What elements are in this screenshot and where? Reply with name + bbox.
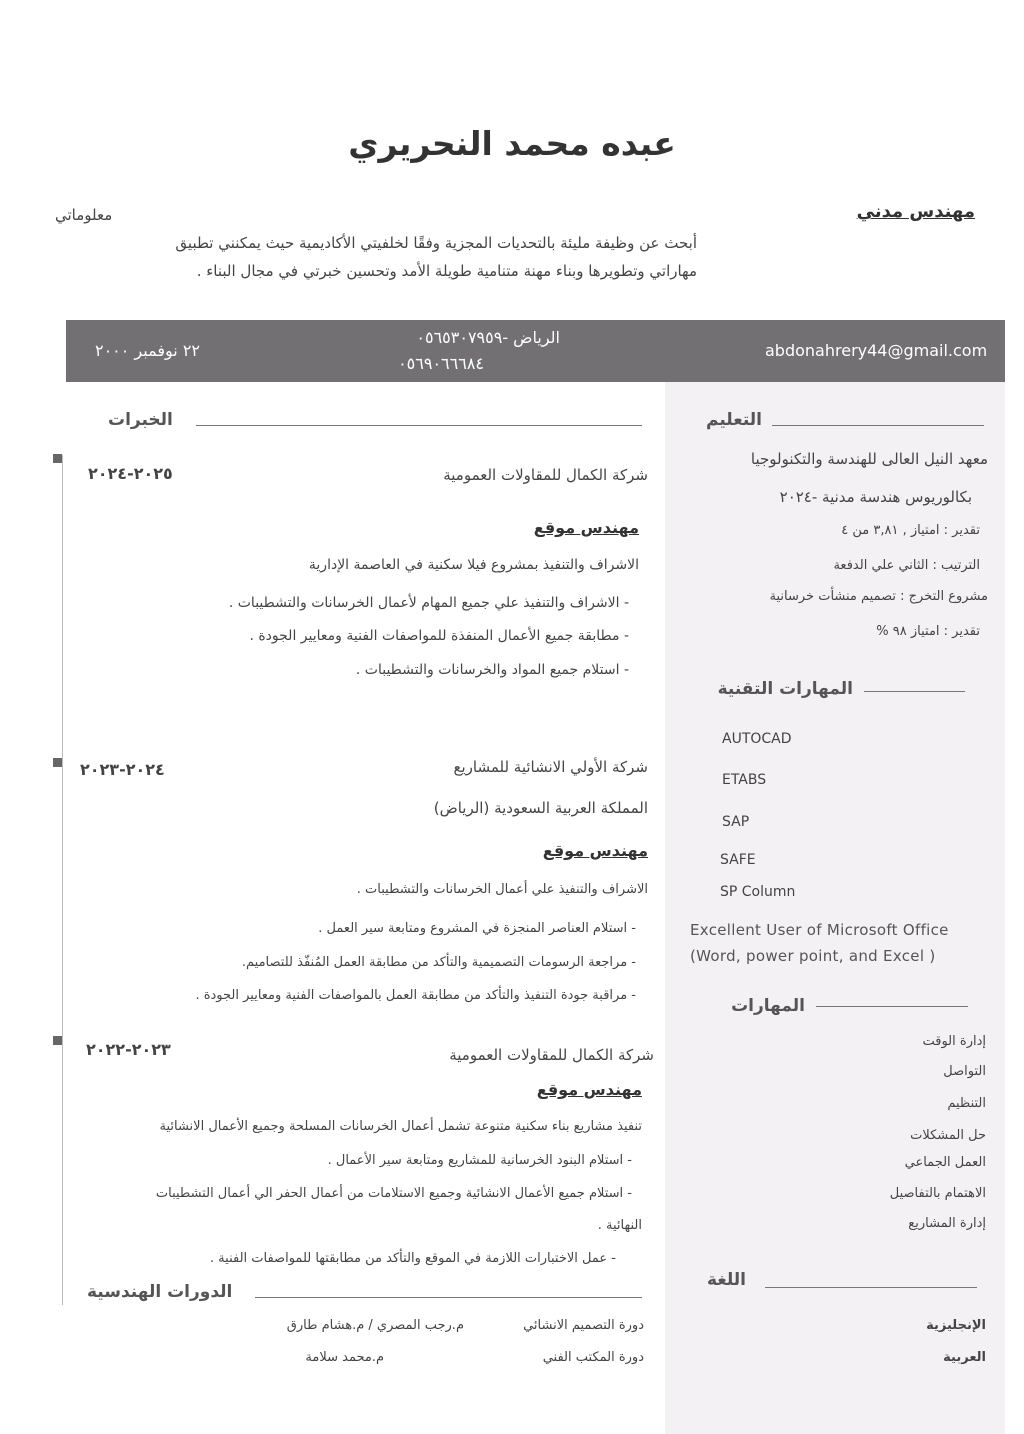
bullet: - استلام البنود الخرسانية للمشاريع ومتابعة سير الأعمال .: [327, 1153, 632, 1168]
experience-heading: الخبرات: [108, 410, 173, 430]
divider: [864, 691, 965, 692]
bullet: - استلام جميع المواد والخرسانات والتشطيبات .: [355, 662, 629, 678]
courses-heading: الدورات الهندسية: [87, 1282, 233, 1302]
location: المملكة العربية السعودية (الرياض): [433, 799, 648, 817]
role: مهندس موقع: [542, 841, 648, 860]
skills-heading: المهارات: [731, 996, 805, 1016]
company: شركة الأولي الانشائية للمشاريع: [453, 758, 648, 776]
bullet: - مراقبة جودة التنفيذ والتأكد من مطابقة العمل بالمواصفات الفنية ومعايير الجودة .: [195, 988, 636, 1003]
bullet: - استلام العناصر المنجزة في المشروع ومتابعة سير العمل .: [318, 921, 636, 936]
bullet: - مطابقة جميع الأعمال المنفذة للمواصفات الفنية ومعايير الجودة .: [249, 628, 629, 644]
candidate-name: عبده محمد النحريري: [348, 124, 676, 163]
objective-line: مهاراتي وتطويرها وبناء مهنة متنامية طويلة الأمد وتحسين خبرتي في مجال البناء .: [196, 262, 697, 280]
bullet: - الاشراف والتنفيذ علي جميع المهام لأعمال الخرسانات والتشطيبات .: [228, 595, 629, 611]
dates: ٢٠٢٥-٢٠٢٤: [88, 464, 173, 483]
timeline-marker: [53, 454, 62, 463]
divider: [196, 425, 642, 426]
office-skill: Excellent User of Microsoft Office: [690, 921, 949, 939]
dates: ٢٠٢٣-٢٠٢٢: [86, 1040, 171, 1059]
tech-skill: SP Column: [720, 884, 796, 900]
project-grade: تقدير : امتياز ٩٨ %: [876, 624, 980, 639]
role: مهندس موقع: [536, 1080, 642, 1099]
education-heading: التعليم: [706, 410, 762, 430]
skill: التنظيم: [947, 1096, 986, 1111]
tech-skill: SAP: [722, 814, 750, 830]
institute: معهد النيل العالى للهندسة والتكنولوجيا: [750, 450, 988, 468]
language: العربية: [943, 1350, 986, 1365]
tech-skill: ETABS: [722, 772, 767, 788]
birthdate: ٢٢ نوفمبر ٢٠٠٠: [94, 341, 200, 360]
job-title: مهندس مدني: [856, 201, 975, 222]
skill: العمل الجماعي: [904, 1155, 986, 1170]
email[interactable]: abdonahrery44@gmail.com: [765, 341, 988, 360]
course-instructor: م.محمد سلامة: [305, 1350, 384, 1365]
divider: [255, 1297, 642, 1298]
summary: الاشراف والتنفيذ علي أعمال الخرسانات والتشطيبات .: [356, 882, 648, 897]
phone-line-1: الرياض -٠٥٦٥٣٠٧٩٥٩: [416, 328, 560, 347]
bullet: - استلام جميع الأعمال الانشائية وجميع الاستلامات من أعمال الحفر الي أعمال التشطيبات: [155, 1186, 632, 1201]
objective-line: أبحث عن وظيفة مليئة بالتحديات المجزية وفقًا لخلفيتي الأكاديمية حيث يمكنني تطبيق: [175, 234, 697, 252]
bullet: النهائية .: [597, 1218, 642, 1233]
skill: التواصل: [943, 1064, 986, 1079]
skill: إدارة المشاريع: [908, 1216, 986, 1231]
tech-skill: SAFE: [720, 852, 756, 868]
divider: [772, 425, 984, 426]
divider: [816, 1006, 968, 1007]
tech-skills-heading: المهارات التقنية: [717, 679, 853, 699]
skill: الاهتمام بالتفاصيل: [889, 1186, 986, 1201]
summary: تنفيذ مشاريع بناء سكنية متنوعة تشمل أعمال الخرسانات المسلحة وجميع الأعمال الانشائية: [159, 1119, 642, 1134]
phone-line-2: ٠٥٦٩٠٦٦٦٨٤: [398, 354, 484, 373]
role: مهندس موقع: [533, 518, 639, 537]
dates: ٢٠٢٤-٢٠٢٣: [80, 760, 165, 779]
bullet: - عمل الاختبارات اللازمة في الموقع والتأكد من مطابقتها للمواصفات الفنية .: [209, 1251, 616, 1266]
skill: إدارة الوقت: [922, 1034, 986, 1049]
languages-heading: اللغة: [706, 1270, 746, 1290]
tech-skill: AUTOCAD: [722, 731, 792, 747]
graduation-project: مشروع التخرج : تصميم منشأت خرسانية: [769, 589, 988, 604]
course-name: دورة التصميم الانشائي: [523, 1318, 644, 1333]
info-label: معلوماتي: [55, 206, 113, 224]
timeline-marker: [53, 1036, 62, 1045]
skill: حل المشكلات: [910, 1128, 986, 1143]
degree: بكالوريوس هندسة مدنية -٢٠٢٤: [779, 488, 972, 506]
divider: [765, 1287, 977, 1288]
language: الإنجليزية: [926, 1318, 986, 1333]
bullet: - مراجعة الرسومات التصميمية والتأكد من مطابقة العمل المُنفّذ للتصاميم.: [241, 955, 636, 970]
company: شركة الكمال للمقاولات العمومية: [443, 466, 648, 484]
course-instructor: م.رجب المصري / م.هشام طارق: [286, 1318, 464, 1333]
timeline-marker: [53, 758, 62, 767]
company: شركة الكمال للمقاولات العمومية: [449, 1046, 654, 1064]
timeline-line: [62, 455, 63, 1305]
grade: تقدير : امتياز , ٣,٨١ من ٤: [841, 523, 980, 538]
office-skill: (Word, power point, and Excel ): [690, 947, 936, 965]
summary: الاشراف والتنفيذ بمشروع فيلا سكنية في العاصمة الإدارية: [308, 557, 639, 573]
rank: الترتيب : الثاني علي الدفعة: [833, 558, 980, 573]
course-name: دورة المكتب الفني: [542, 1350, 644, 1365]
